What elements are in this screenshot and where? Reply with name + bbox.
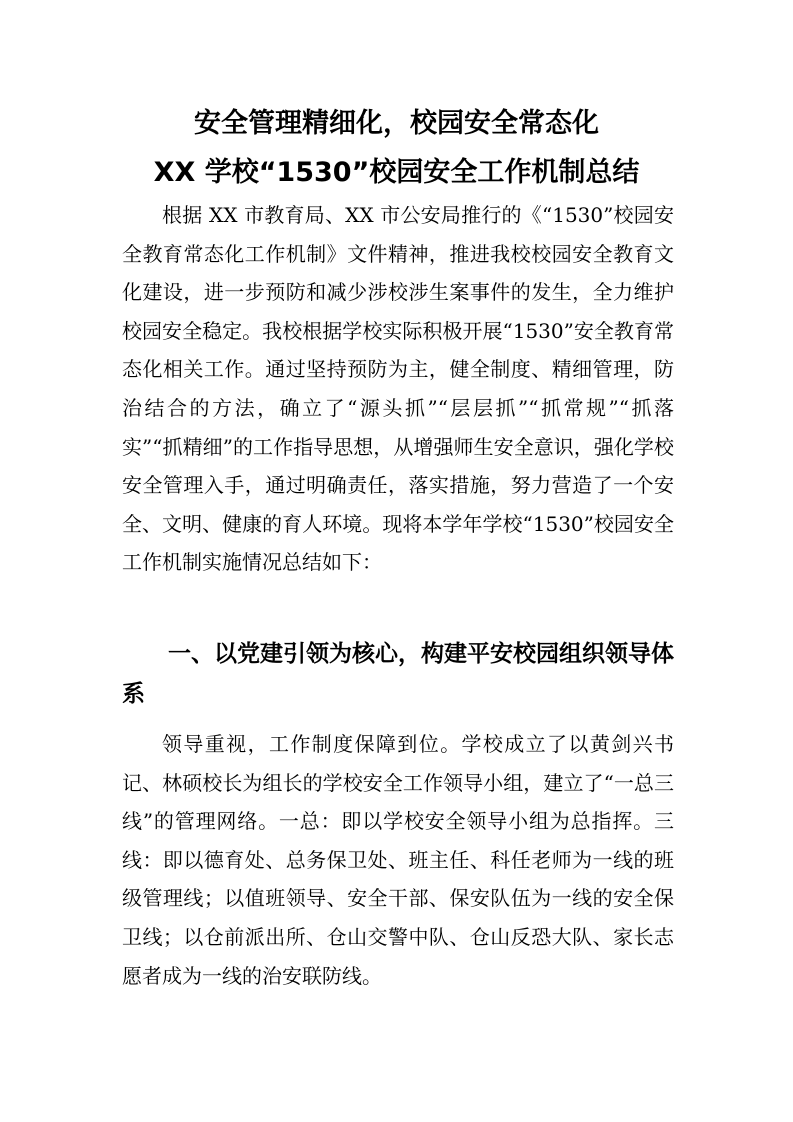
intro-paragraph: 根据 XX 市教育局、XX 市公安局推行的《“1530”校园安全教育常态化工作机制》文件精神，推进我校校园安全教育文化建设，进一步预防和减少涉校涉生案事件的发生，全力维护校园安全稳定。我校根据学校实际积极开展“1530”安全教育常态化相关工作。通过坚持预防为主，健全制度、精细管理，防治结合的方法，确立了“源头抓”“层层抓”“抓常规”“抓落实”“抓精细”的工作指导思想，从增强师生安全意识，强化学校安全管理入手，通过明确责任，落实措施，努力营造了一个安全、文明、健康的育人环境。现将本学年学校“1530”校园安全工作机制实施情况总结如下： — [122, 203, 674, 575]
section-1-paragraph: 领导重视，工作制度保障到位。学校成立了以黄剑兴书记、林硕校长为组长的学校安全工作领导小组，建立了“一总三线”的管理网络。一总：即以学校安全领导小组为总指挥。三线：即以德育处、总务保卫处、班主任、科任老师为一线的班级管理线；以值班领导、安全干部、保安队伍为一线的安全保卫线；以仓前派出所、仓山交警中队、仓山反恐大队、家长志愿者成为一线的治安联防线。 — [122, 732, 674, 988]
document-title-line-2: XX 学校“1530”校园安全工作机制总结 — [153, 157, 640, 188]
document-title-line-1: 安全管理精细化，校园安全常态化 — [194, 108, 599, 139]
section-1-heading: 一、以党建引领为核心，构建平安校园组织领导体系 — [122, 641, 674, 707]
